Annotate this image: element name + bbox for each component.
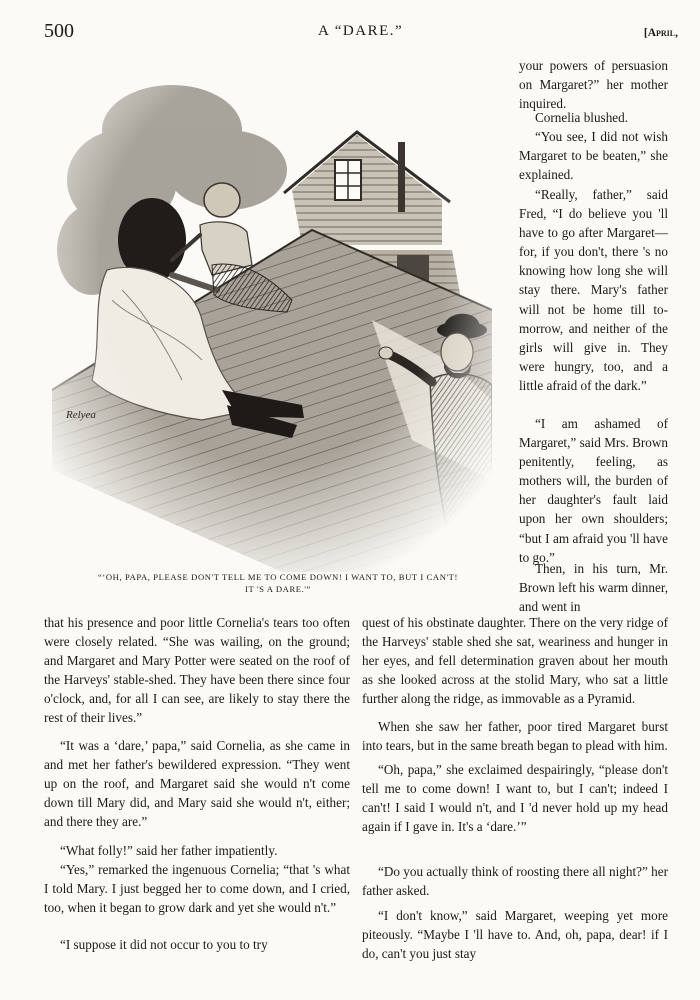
paragraph: Cornelia blushed. [535,110,629,125]
paragraph: “I don't know,” said Margaret, weeping yet more piteously. “Maybe I 'll have to. And, oh, papa, dear! if I do, can't you just stay [362,908,668,962]
engraving-illustration [52,60,492,572]
paragraph: your powers of persuasion on Margaret?” her mother inquired. [519,58,668,112]
page-header [0,20,700,44]
paragraph: “Do you actually think of roosting there all night?” her father asked. [362,864,668,899]
page-number: 500 [44,20,74,42]
paragraph: “Really, father,” said Fred, “I do believe you 'll have to go after Margaret—for, if you don't, there 's no knowing how long she will stay there. Mary's father will not be home till to-morrow, and neither of the girls will give in. They were hungry, too, and a little afraid of the dark.” [519,187,668,393]
paragraph: “Oh, papa,” she exclaimed despairingly, “please don't tell me to come down! I want to, but I can't; indeed I can't! I said I would n't, and I 'd never hold up my head again if I gave in. It's a ‘dare.’” [362,762,668,835]
artist-signature: Relyea [66,409,96,421]
paragraph: “I am ashamed of Margaret,” said Mrs. Brown penitently, feeling, as mothers will, the burden of her daughter's fault laid upon her own shoulders; “but I am afraid you 'll have to go.” [519,416,668,565]
caption-line-1: “‘OH, PAPA, PLEASE DON'T TELL ME TO COME DOWN! I WANT TO, BUT I CAN'T! [98,572,458,582]
paragraph: that his presence and poor little Cornelia's tears too often were closely related. “She was wailing, on the ground; and Margaret and Mary Potter were seated on the roof of the Harveys' stable-shed. They have been there since four o'clock, and, for all I can see, are likely to stay there the rest of their lives.” [44,615,350,726]
paragraph: “What folly!” said her father impatiently. [60,843,278,858]
paragraph: “Yes,” remarked the ingenuous Cornelia; “that 's what I told Mary. I just begged her to come down, and I cried, too, when it began to grow dark and yet she would n't.” [44,862,350,916]
paragraph: quest of his obstinate daughter. There on the very ridge of the Harveys' stable shed she sat, weariness and hunger in her eyes, and fell determination graven about her mouth as she looked across at the stolid Mary, who sat a little further along the ridge, as immovable as a Pyramid. [362,615,668,707]
paragraph: “You see, I did not wish Margaret to be beaten,” she explained. [519,129,668,183]
paragraph: Then, in his turn, Mr. Brown left his warm dinner, and went in [519,561,668,615]
paragraph: “I suppose it did not occur to you to try [60,937,268,952]
issue-month: [April, [643,27,678,39]
paragraph: When she saw her father, poor tired Margaret burst into tears, but in the same breath began to plead with him. [362,719,668,754]
paragraph: “It was a ‘dare,’ papa,” said Cornelia, as she came in and met her father's bewildered expression. “They went up on the roof, and Margaret said she would n't come down till Mary did, and Mary said she would n't, either; and there they are.” [44,738,350,830]
caption-line-2: IT 'S A DARE.'” [245,583,311,594]
running-title: A “DARE.” [318,23,404,39]
illustration-caption [48,572,508,595]
